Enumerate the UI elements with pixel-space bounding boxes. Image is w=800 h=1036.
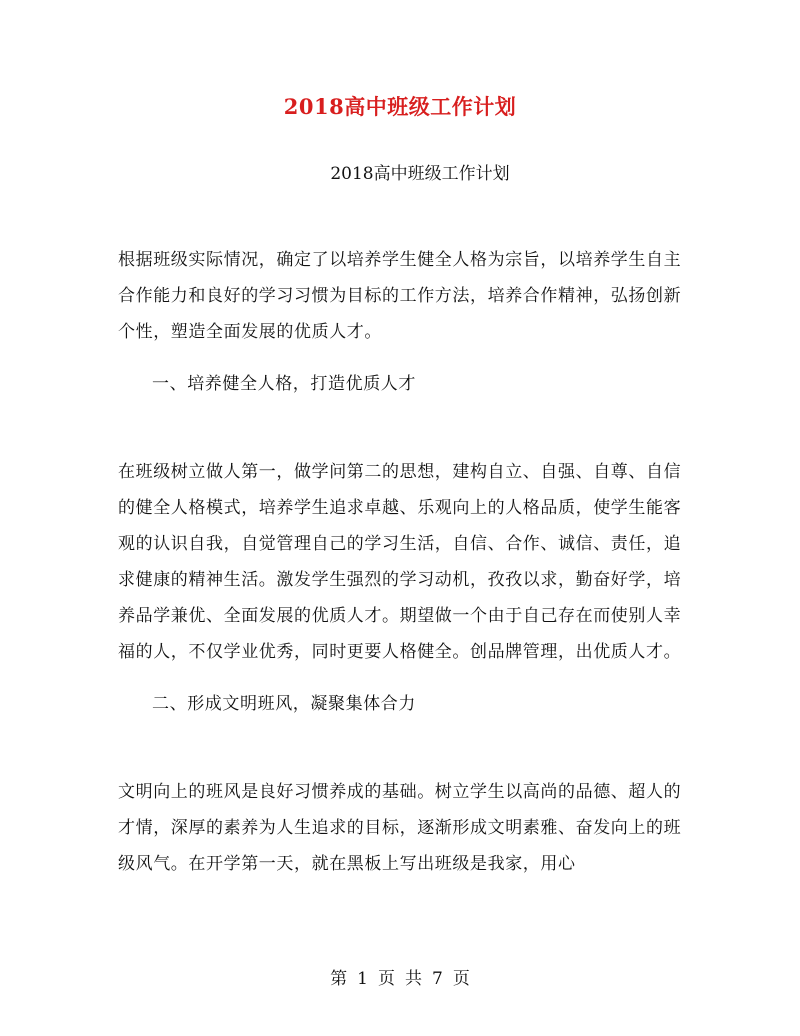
document-subtitle: 2018高中班级工作计划 — [330, 164, 510, 184]
document-title: 2018高中班级工作计划 — [283, 94, 517, 119]
section-heading-1: 一、培养健全人格，打造优质人才 — [152, 374, 416, 394]
paragraph-section-2: 文明向上的班风是良好习惯养成的基础。树立学生以高尚的品德、超人的才情，深厚的素养为人生追求的目标，逐渐形成文明素雅、奋发向上的班级风气。在开学第一天，就在黑板上写出班级是我家，用心 — [118, 782, 682, 874]
footer-page-number: 1 — [357, 969, 368, 989]
document-body — [118, 242, 690, 898]
section-heading-2: 二、形成文明班风，凝聚集体合力 — [152, 694, 416, 714]
footer-di: 第 — [330, 969, 348, 989]
footer-gong: 共 — [405, 969, 422, 989]
paragraph-section-1: 在班级树立做人第一，做学问第二的思想，建构自立、自强、自尊、自信的健全人格模式，培养学生追求卓越、乐观向上的人格品质，使学生能客观的认识自我，自觉管理自己的学习生活，自信、合作、诚信、责任，追求健康的精神生活。激发学生强烈的学习动机，孜孜以求，勤奋好学，培养品学兼优、全面发展的优质人才。期望做一个由于自己存在而使别人幸福的人，不仅学业优秀，同时更要人格健全。创品牌管理，出优质人才。 — [118, 462, 682, 662]
paragraph-intro: 根据班级实际情况，确定了以培养学生健全人格为宗旨，以培养学生自主合作能力和良好的学习习惯为目标的工作方法，培养合作精神，弘扬创新个性，塑造全面发展的优质人才。 — [118, 250, 682, 342]
page-footer — [0, 966, 800, 992]
footer-total-pages: 7 — [432, 969, 443, 989]
footer-ye2: 页 — [452, 969, 470, 989]
footer-ye: 页 — [378, 969, 395, 989]
